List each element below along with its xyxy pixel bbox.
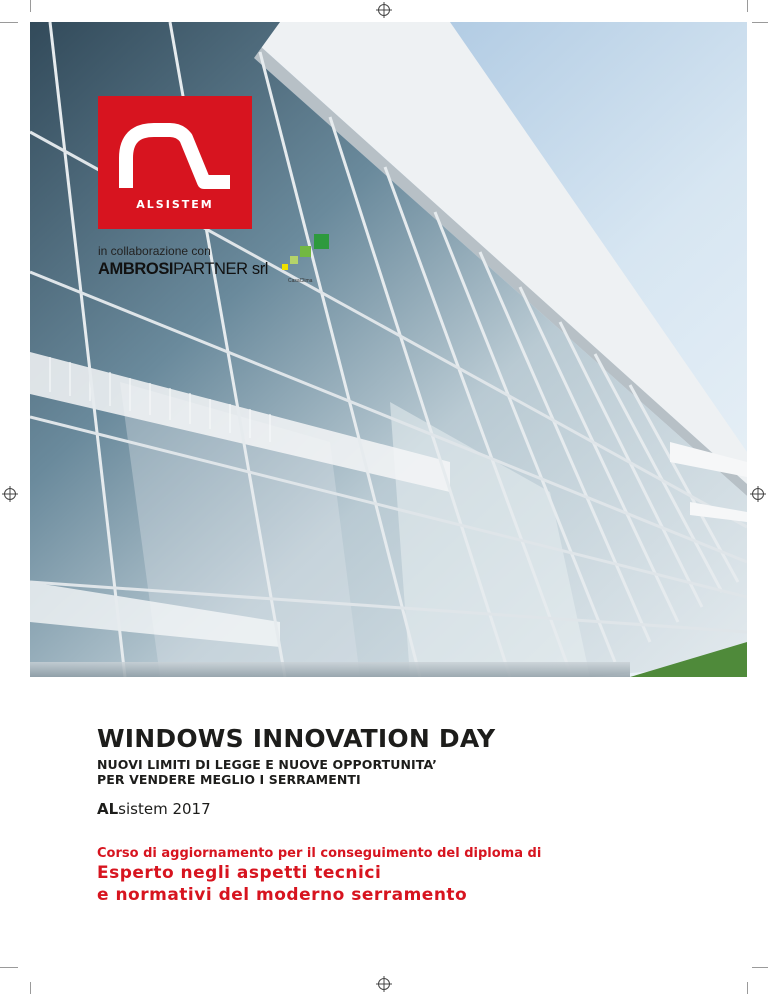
course-title — [97, 862, 467, 906]
partner-name — [98, 260, 268, 279]
collaboration-label: in collaborazione con — [98, 244, 211, 258]
registration-mark-icon — [378, 4, 390, 16]
partner-name-bold: AMBROSI — [98, 260, 174, 278]
course-title-line: Esperto negli aspetti tecnici — [97, 863, 382, 883]
event-brand-year — [97, 800, 211, 818]
crop-mark — [0, 22, 18, 23]
badge-square-icon — [290, 256, 298, 264]
event-brand-bold: AL — [97, 800, 119, 818]
registration-mark-icon — [378, 978, 390, 990]
crop-mark — [752, 22, 768, 23]
badge-square-icon — [300, 246, 311, 257]
registration-mark-icon — [752, 488, 764, 500]
logo-wordmark: ALSISTEM — [136, 198, 214, 211]
alsistem-logo — [98, 96, 252, 229]
event-brand-rest: sistem 2017 — [118, 800, 211, 818]
event-subtitle-line: PER VENDERE MEGLIO I SERRAMENTI — [97, 772, 361, 787]
crop-mark — [747, 0, 748, 12]
crop-mark — [30, 982, 31, 994]
crop-mark — [752, 967, 768, 968]
course-title-line: e normativi del moderno serramento — [97, 885, 468, 905]
partner-name-regular: PARTNER — [173, 260, 248, 278]
event-subtitle — [97, 757, 437, 787]
crop-mark — [747, 982, 748, 994]
event-title: WINDOWS INNOVATION DAY — [97, 724, 496, 753]
registration-mark-icon — [4, 488, 16, 500]
event-subtitle-line: NUOVI LIMITI DI LEGGE E NUOVE OPPORTUNITA’ — [97, 757, 437, 772]
badge-square-icon — [314, 234, 329, 249]
casaclima-label: CasaClima — [288, 278, 313, 284]
crop-mark — [30, 0, 31, 12]
course-intro: Corso di aggiornamento per il conseguimento del diploma di — [97, 846, 542, 861]
partner-suffix: srl — [251, 260, 269, 278]
badge-square-icon — [282, 264, 288, 270]
crop-mark — [0, 967, 18, 968]
